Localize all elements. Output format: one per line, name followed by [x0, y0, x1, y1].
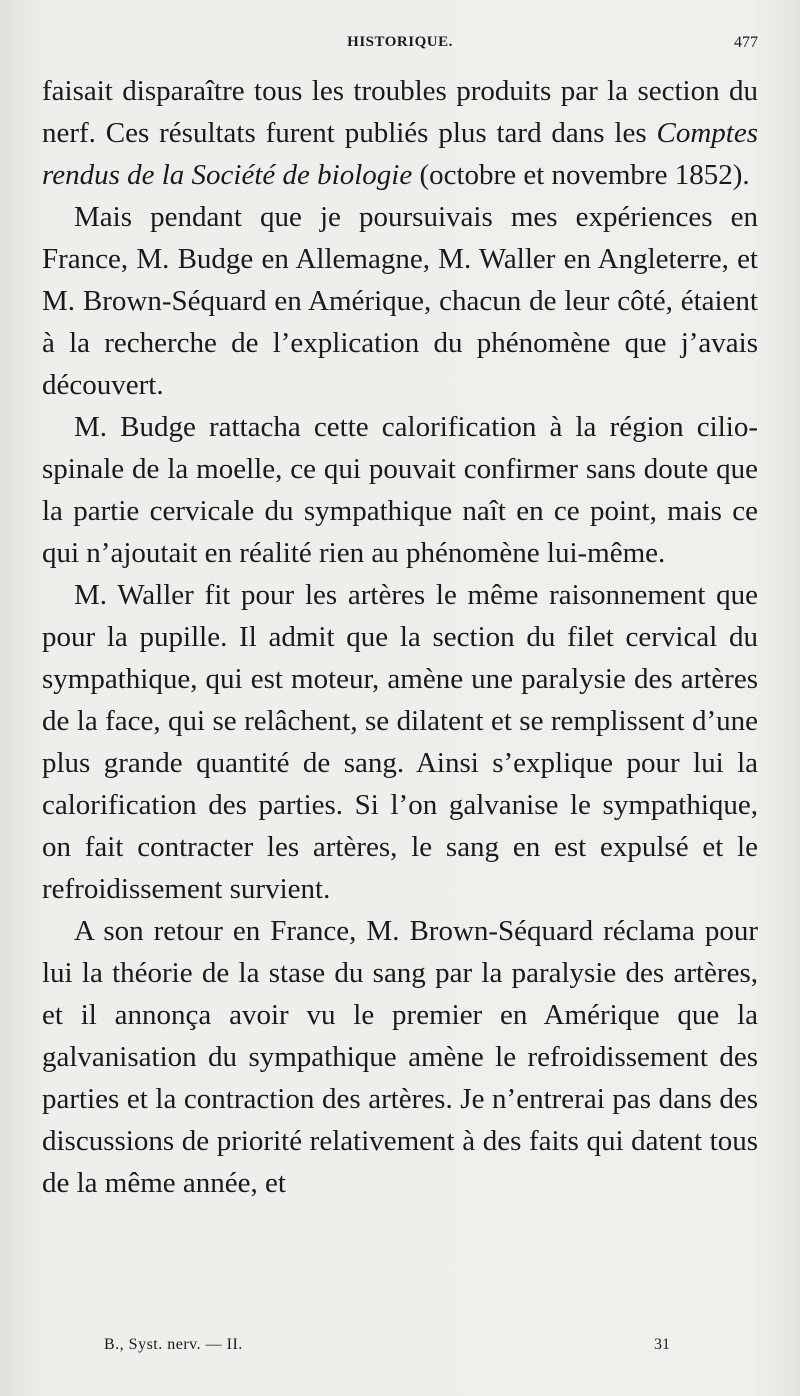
paragraph-1: [42, 70, 758, 196]
signature-mark: B., Syst. nerv. — II.: [104, 1336, 243, 1353]
page-footer: [42, 1336, 758, 1360]
paragraph-1-text-end: (octobre et novembre 1852).: [412, 159, 750, 191]
paragraph-5: A son retour en France, M. Brown-Séquard réclama pour lui la théorie de la stase du sang par la paralysie des artères, et il annonça avoir vu le premier en Amérique que la galvanisation du sympathique amène le refroidissement des parties et la contraction des artères. Je n’entrerai pas dans des discussions de priorité relativement à des faits qui datent tous de la même année, et: [42, 915, 758, 1199]
page-number: 477: [734, 34, 758, 51]
paragraph-2: Mais pendant que je poursuivais mes expériences en France, M. Budge en Allemagne, M. Waller en Angleterre, et M. Brown-Séquard en Amérique, chacun de leur côté, étaient à la recherche de l’explication du phénomène que j’avais découvert.: [42, 201, 758, 401]
page-header: [42, 34, 758, 56]
paragraph-3: M. Budge rattacha cette calorification à la région cilio-spinale de la moelle, ce qui pouvait confirmer sans doute que la partie cervicale du sympathique naît en ce point, mais ce qui n’ajoutait en réalité rien au phénomène lui-même.: [42, 411, 758, 569]
paragraph-4: M. Waller fit pour les artères le même raisonnement que pour la pupille. Il admit que la section du filet cervical du sympathique, qui est moteur, amène une paralysie des artères de la face, qui se relâchent, se dilatent et se remplissent d’une plus grande quantité de sang. Ainsi s’explique pour lui la calorification des parties. Si l’on galvanise le sympathique, on fait contracter les artères, le sang en est expulsé et le refroidissement survient.: [42, 579, 758, 905]
running-title: HISTORIQUE.: [347, 34, 453, 50]
paragraph-1-text: faisait disparaître tous les troubles produits par la section du nerf. Ces résultats furent publiés plus tard dans les: [42, 75, 758, 149]
sheet-number: 31: [654, 1336, 670, 1353]
journal-title: Comptes rendus de la Société de biologie: [42, 117, 758, 191]
body-text: [42, 70, 758, 1204]
